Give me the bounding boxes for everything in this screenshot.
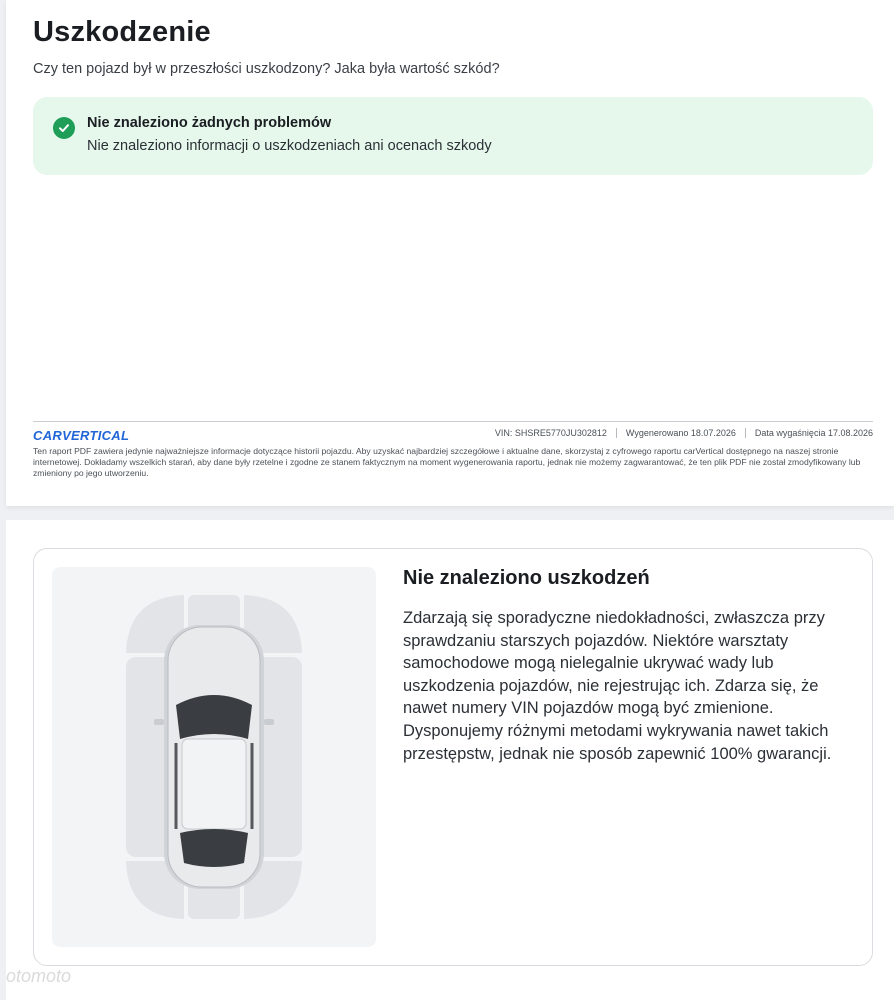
report-meta	[486, 428, 873, 438]
status-title: Nie znaleziono żadnych problemów	[87, 115, 332, 131]
report-page-1	[6, 0, 894, 506]
status-text: Nie znaleziono informacji o uszkodzeniach ani ocenach szkody	[87, 138, 492, 154]
card-text: Zdarzają się sporadyczne niedokładności, zwłaszcza przy sprawdzaniu starszych pojazdów. Niektóre warsztaty samochodowe mogą nielegalnie ukrywać wady lub uszkodzenia pojazdów, nie rejestrując ich. Zdarza się, że nawet numery VIN pojazdów mogą być zmienione. Dysponujemy różnymi metodami wykrywania nawet takich przestępstw, jednak nie sposób zapewnić 100% gwarancji.	[403, 609, 832, 763]
generated-date: Wygenerowano 18.07.2026	[616, 428, 745, 438]
damage-card	[33, 548, 873, 966]
report-page-2	[6, 520, 894, 1000]
section-title: Uszkodzenie	[33, 16, 211, 48]
expiry-date: Data wygaśnięcia 17.08.2026	[745, 428, 873, 438]
vin-value: VIN: SHSRE5770JU302812	[494, 428, 607, 438]
car-top-view-icon	[52, 567, 376, 947]
car-damage-diagram	[52, 567, 376, 947]
section-subtitle: Czy ten pojazd był w przeszłości uszkodzony? Jaka była wartość szkód?	[33, 61, 500, 77]
report-footer	[33, 421, 873, 479]
check-circle-icon	[53, 117, 75, 139]
carvertical-logo: CARVERTICAL	[33, 428, 130, 443]
watermark: otomoto	[6, 966, 72, 986]
status-box	[33, 97, 873, 175]
disclaimer-text: Ten raport PDF zawiera jedynie najważniejsze informacje dotyczące historii pojazdu. Aby uzyskać najbardziej szczegółowe i aktualne dane, skorzystaj z cyfrowego raportu carVertical dostępnego na naszej stronie internetowej. Dokładamy wszelkich starań, aby dane były rzetelne i zgodne ze stanem faktycznym na moment wygenerowania raportu, jednak nie możemy zagwarantować, że ten plik PDF nie został zmodyfikowany lub zmieniony po jego utworzeniu.	[33, 446, 861, 479]
card-title: Nie znaleziono uszkodzeń	[403, 567, 650, 589]
